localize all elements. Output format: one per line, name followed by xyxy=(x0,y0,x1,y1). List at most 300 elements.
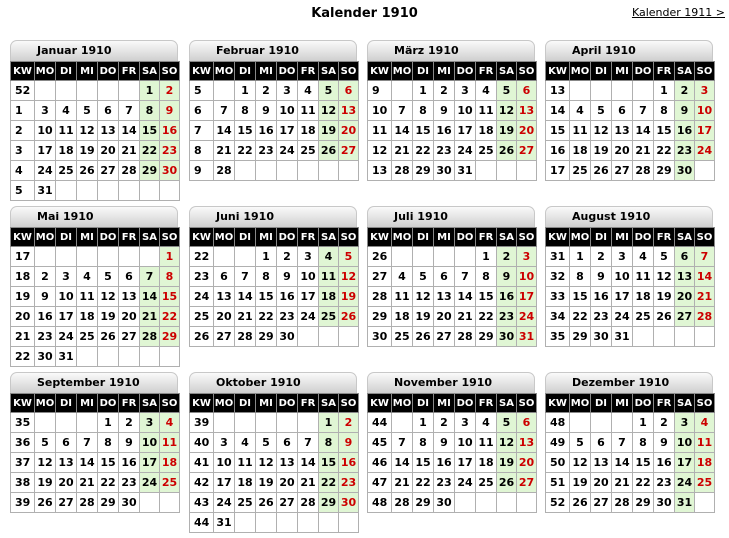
sunday-cell[interactable]: 3 xyxy=(517,247,537,267)
day-cell[interactable]: 16 xyxy=(591,287,612,307)
sunday-cell[interactable]: 16 xyxy=(339,453,359,473)
day-cell[interactable]: 24 xyxy=(35,161,56,181)
sunday-cell[interactable]: 11 xyxy=(695,433,715,453)
day-cell[interactable]: 12 xyxy=(35,453,56,473)
sunday-cell[interactable]: 1 xyxy=(160,247,180,267)
day-cell[interactable]: 12 xyxy=(98,287,119,307)
day-cell[interactable]: 30 xyxy=(434,161,455,181)
saturday-cell[interactable]: 31 xyxy=(675,493,695,513)
day-cell[interactable]: 8 xyxy=(256,267,277,287)
day-cell[interactable]: 23 xyxy=(434,473,455,493)
day-cell[interactable]: 2 xyxy=(256,81,277,101)
day-cell[interactable]: 4 xyxy=(476,413,497,433)
day-cell[interactable]: 8 xyxy=(476,267,497,287)
day-cell[interactable]: 9 xyxy=(654,433,675,453)
day-cell[interactable]: 19 xyxy=(98,307,119,327)
day-cell[interactable]: 6 xyxy=(434,267,455,287)
day-cell[interactable]: 14 xyxy=(392,453,413,473)
day-cell[interactable]: 7 xyxy=(633,101,654,121)
day-cell[interactable]: 11 xyxy=(392,287,413,307)
day-cell[interactable]: 4 xyxy=(570,101,591,121)
day-cell[interactable]: 1 xyxy=(633,413,654,433)
day-cell[interactable]: 14 xyxy=(633,121,654,141)
day-cell[interactable]: 3 xyxy=(56,267,77,287)
sunday-cell[interactable]: 9 xyxy=(160,101,180,121)
day-cell[interactable]: 20 xyxy=(98,141,119,161)
day-cell[interactable]: 31 xyxy=(35,181,56,201)
day-cell[interactable]: 3 xyxy=(455,413,476,433)
day-cell[interactable]: 23 xyxy=(654,473,675,493)
day-cell[interactable]: 21 xyxy=(633,141,654,161)
day-cell[interactable]: 4 xyxy=(77,267,98,287)
sunday-cell[interactable]: 2 xyxy=(160,81,180,101)
saturday-cell[interactable]: 11 xyxy=(319,267,339,287)
day-cell[interactable]: 20 xyxy=(591,473,612,493)
saturday-cell[interactable]: 9 xyxy=(675,101,695,121)
day-cell[interactable]: 15 xyxy=(256,287,277,307)
day-cell[interactable]: 21 xyxy=(392,141,413,161)
day-cell[interactable]: 27 xyxy=(612,161,633,181)
sunday-cell[interactable]: 25 xyxy=(160,473,180,493)
day-cell[interactable]: 3 xyxy=(455,81,476,101)
day-cell[interactable]: 3 xyxy=(277,81,298,101)
day-cell[interactable]: 2 xyxy=(277,247,298,267)
sunday-cell[interactable]: 4 xyxy=(695,413,715,433)
day-cell[interactable]: 19 xyxy=(413,307,434,327)
saturday-cell[interactable]: 8 xyxy=(140,101,160,121)
day-cell[interactable]: 2 xyxy=(434,413,455,433)
day-cell[interactable]: 19 xyxy=(256,473,277,493)
day-cell[interactable]: 30 xyxy=(277,327,298,347)
day-cell[interactable]: 11 xyxy=(570,121,591,141)
day-cell[interactable]: 30 xyxy=(654,493,675,513)
day-cell[interactable]: 11 xyxy=(235,453,256,473)
day-cell[interactable]: 14 xyxy=(214,121,235,141)
day-cell[interactable]: 13 xyxy=(277,453,298,473)
day-cell[interactable]: 9 xyxy=(434,101,455,121)
day-cell[interactable]: 16 xyxy=(434,453,455,473)
day-cell[interactable]: 5 xyxy=(413,267,434,287)
day-cell[interactable]: 8 xyxy=(570,267,591,287)
day-cell[interactable]: 26 xyxy=(654,307,675,327)
day-cell[interactable]: 11 xyxy=(56,121,77,141)
sunday-cell[interactable]: 22 xyxy=(160,307,180,327)
saturday-cell[interactable]: 12 xyxy=(319,101,339,121)
sunday-cell[interactable]: 24 xyxy=(517,307,537,327)
day-cell[interactable]: 13 xyxy=(214,287,235,307)
day-cell[interactable]: 21 xyxy=(119,141,140,161)
day-cell[interactable]: 2 xyxy=(35,267,56,287)
day-cell[interactable]: 6 xyxy=(119,267,140,287)
day-cell[interactable]: 14 xyxy=(392,121,413,141)
saturday-cell[interactable]: 1 xyxy=(319,413,339,433)
day-cell[interactable]: 18 xyxy=(235,473,256,493)
day-cell[interactable]: 26 xyxy=(256,493,277,513)
saturday-cell[interactable]: 19 xyxy=(497,453,517,473)
day-cell[interactable]: 28 xyxy=(612,493,633,513)
saturday-cell[interactable]: 20 xyxy=(675,287,695,307)
day-cell[interactable]: 10 xyxy=(612,267,633,287)
day-cell[interactable]: 7 xyxy=(455,267,476,287)
day-cell[interactable]: 25 xyxy=(298,141,319,161)
day-cell[interactable]: 27 xyxy=(98,161,119,181)
sunday-cell[interactable]: 31 xyxy=(517,327,537,347)
saturday-cell[interactable]: 12 xyxy=(497,101,517,121)
day-cell[interactable]: 6 xyxy=(214,267,235,287)
day-cell[interactable]: 21 xyxy=(214,141,235,161)
sunday-cell[interactable]: 4 xyxy=(160,413,180,433)
sunday-cell[interactable]: 8 xyxy=(160,267,180,287)
saturday-cell[interactable]: 14 xyxy=(140,287,160,307)
day-cell[interactable]: 13 xyxy=(612,121,633,141)
day-cell[interactable]: 29 xyxy=(654,161,675,181)
sunday-cell[interactable]: 6 xyxy=(339,81,359,101)
day-cell[interactable]: 17 xyxy=(612,287,633,307)
day-cell[interactable]: 5 xyxy=(35,433,56,453)
sunday-cell[interactable]: 18 xyxy=(695,453,715,473)
day-cell[interactable]: 19 xyxy=(35,473,56,493)
day-cell[interactable]: 19 xyxy=(77,141,98,161)
sunday-cell[interactable]: 13 xyxy=(339,101,359,121)
day-cell[interactable]: 26 xyxy=(570,493,591,513)
day-cell[interactable]: 26 xyxy=(77,161,98,181)
day-cell[interactable]: 29 xyxy=(413,161,434,181)
day-cell[interactable]: 25 xyxy=(235,493,256,513)
day-cell[interactable]: 25 xyxy=(77,327,98,347)
day-cell[interactable]: 22 xyxy=(413,141,434,161)
day-cell[interactable]: 15 xyxy=(98,453,119,473)
day-cell[interactable]: 12 xyxy=(256,453,277,473)
day-cell[interactable]: 5 xyxy=(654,247,675,267)
day-cell[interactable]: 12 xyxy=(77,121,98,141)
day-cell[interactable]: 6 xyxy=(591,433,612,453)
day-cell[interactable]: 13 xyxy=(434,287,455,307)
saturday-cell[interactable]: 8 xyxy=(319,433,339,453)
day-cell[interactable]: 23 xyxy=(277,307,298,327)
sunday-cell[interactable]: 12 xyxy=(339,267,359,287)
saturday-cell[interactable]: 3 xyxy=(140,413,160,433)
day-cell[interactable]: 26 xyxy=(35,493,56,513)
saturday-cell[interactable]: 19 xyxy=(497,121,517,141)
day-cell[interactable]: 29 xyxy=(570,327,591,347)
day-cell[interactable]: 3 xyxy=(298,247,319,267)
day-cell[interactable]: 3 xyxy=(35,101,56,121)
sunday-cell[interactable]: 19 xyxy=(339,287,359,307)
day-cell[interactable]: 19 xyxy=(654,287,675,307)
day-cell[interactable]: 17 xyxy=(214,473,235,493)
saturday-cell[interactable]: 24 xyxy=(140,473,160,493)
day-cell[interactable]: 6 xyxy=(612,101,633,121)
sunday-cell[interactable]: 13 xyxy=(517,101,537,121)
day-cell[interactable]: 1 xyxy=(413,413,434,433)
day-cell[interactable]: 27 xyxy=(56,493,77,513)
day-cell[interactable]: 2 xyxy=(591,247,612,267)
day-cell[interactable]: 19 xyxy=(570,473,591,493)
day-cell[interactable]: 25 xyxy=(56,161,77,181)
day-cell[interactable]: 14 xyxy=(119,121,140,141)
day-cell[interactable]: 3 xyxy=(612,247,633,267)
day-cell[interactable]: 17 xyxy=(455,121,476,141)
saturday-cell[interactable]: 26 xyxy=(319,141,339,161)
day-cell[interactable]: 22 xyxy=(633,473,654,493)
day-cell[interactable]: 30 xyxy=(35,347,56,367)
day-cell[interactable]: 28 xyxy=(235,327,256,347)
day-cell[interactable]: 13 xyxy=(591,453,612,473)
day-cell[interactable]: 14 xyxy=(612,453,633,473)
day-cell[interactable]: 24 xyxy=(455,473,476,493)
day-cell[interactable]: 7 xyxy=(612,433,633,453)
day-cell[interactable]: 17 xyxy=(277,121,298,141)
day-cell[interactable]: 15 xyxy=(235,121,256,141)
day-cell[interactable]: 12 xyxy=(570,453,591,473)
sunday-cell[interactable]: 27 xyxy=(517,141,537,161)
saturday-cell[interactable]: 13 xyxy=(675,267,695,287)
day-cell[interactable]: 19 xyxy=(591,141,612,161)
day-cell[interactable]: 26 xyxy=(98,327,119,347)
sunday-cell[interactable]: 10 xyxy=(695,101,715,121)
day-cell[interactable]: 24 xyxy=(56,327,77,347)
day-cell[interactable]: 2 xyxy=(119,413,140,433)
day-cell[interactable]: 21 xyxy=(235,307,256,327)
day-cell[interactable]: 27 xyxy=(434,327,455,347)
day-cell[interactable]: 9 xyxy=(434,433,455,453)
day-cell[interactable]: 26 xyxy=(591,161,612,181)
day-cell[interactable]: 5 xyxy=(77,101,98,121)
day-cell[interactable]: 12 xyxy=(413,287,434,307)
sunday-cell[interactable]: 5 xyxy=(339,247,359,267)
day-cell[interactable]: 6 xyxy=(56,433,77,453)
day-cell[interactable]: 27 xyxy=(119,327,140,347)
day-cell[interactable]: 18 xyxy=(56,141,77,161)
day-cell[interactable]: 23 xyxy=(591,307,612,327)
day-cell[interactable]: 8 xyxy=(235,101,256,121)
sunday-cell[interactable]: 20 xyxy=(517,121,537,141)
sunday-cell[interactable]: 17 xyxy=(695,121,715,141)
day-cell[interactable]: 22 xyxy=(476,307,497,327)
day-cell[interactable]: 30 xyxy=(119,493,140,513)
saturday-cell[interactable]: 15 xyxy=(319,453,339,473)
saturday-cell[interactable]: 10 xyxy=(140,433,160,453)
day-cell[interactable]: 10 xyxy=(56,287,77,307)
sunday-cell[interactable]: 18 xyxy=(160,453,180,473)
sunday-cell[interactable]: 27 xyxy=(339,141,359,161)
day-cell[interactable]: 20 xyxy=(612,141,633,161)
sunday-cell[interactable]: 27 xyxy=(517,473,537,493)
sunday-cell[interactable]: 20 xyxy=(517,453,537,473)
day-cell[interactable]: 21 xyxy=(77,473,98,493)
day-cell[interactable]: 6 xyxy=(98,101,119,121)
day-cell[interactable]: 10 xyxy=(35,121,56,141)
saturday-cell[interactable]: 17 xyxy=(140,453,160,473)
day-cell[interactable]: 18 xyxy=(298,121,319,141)
day-cell[interactable]: 11 xyxy=(476,101,497,121)
day-cell[interactable]: 17 xyxy=(56,307,77,327)
saturday-cell[interactable]: 21 xyxy=(140,307,160,327)
day-cell[interactable]: 10 xyxy=(455,433,476,453)
day-cell[interactable]: 18 xyxy=(77,307,98,327)
day-cell[interactable]: 14 xyxy=(77,453,98,473)
day-cell[interactable]: 30 xyxy=(591,327,612,347)
day-cell[interactable]: 28 xyxy=(633,161,654,181)
day-cell[interactable]: 16 xyxy=(434,121,455,141)
day-cell[interactable]: 2 xyxy=(654,413,675,433)
day-cell[interactable]: 8 xyxy=(633,433,654,453)
day-cell[interactable]: 23 xyxy=(119,473,140,493)
day-cell[interactable]: 5 xyxy=(256,433,277,453)
day-cell[interactable]: 21 xyxy=(455,307,476,327)
day-cell[interactable]: 24 xyxy=(612,307,633,327)
saturday-cell[interactable]: 17 xyxy=(675,453,695,473)
sunday-cell[interactable]: 10 xyxy=(517,267,537,287)
day-cell[interactable]: 1 xyxy=(235,81,256,101)
sunday-cell[interactable]: 3 xyxy=(695,81,715,101)
day-cell[interactable]: 18 xyxy=(633,287,654,307)
day-cell[interactable]: 27 xyxy=(214,327,235,347)
day-cell[interactable]: 18 xyxy=(570,141,591,161)
day-cell[interactable]: 1 xyxy=(413,81,434,101)
sunday-cell[interactable]: 6 xyxy=(517,81,537,101)
day-cell[interactable]: 16 xyxy=(119,453,140,473)
sunday-cell[interactable]: 21 xyxy=(695,287,715,307)
day-cell[interactable]: 11 xyxy=(77,287,98,307)
sunday-cell[interactable]: 9 xyxy=(339,433,359,453)
day-cell[interactable]: 28 xyxy=(77,493,98,513)
sunday-cell[interactable]: 25 xyxy=(695,473,715,493)
day-cell[interactable]: 31 xyxy=(56,347,77,367)
day-cell[interactable]: 9 xyxy=(277,267,298,287)
day-cell[interactable]: 29 xyxy=(476,327,497,347)
day-cell[interactable]: 23 xyxy=(434,141,455,161)
day-cell[interactable]: 10 xyxy=(455,101,476,121)
day-cell[interactable]: 22 xyxy=(413,473,434,493)
sunday-cell[interactable]: 30 xyxy=(339,493,359,513)
saturday-cell[interactable]: 28 xyxy=(140,327,160,347)
day-cell[interactable]: 4 xyxy=(476,81,497,101)
day-cell[interactable]: 20 xyxy=(56,473,77,493)
day-cell[interactable]: 22 xyxy=(654,141,675,161)
day-cell[interactable]: 6 xyxy=(277,433,298,453)
day-cell[interactable]: 24 xyxy=(277,141,298,161)
sunday-cell[interactable]: 15 xyxy=(160,287,180,307)
day-cell[interactable]: 13 xyxy=(119,287,140,307)
day-cell[interactable]: 30 xyxy=(434,493,455,513)
saturday-cell[interactable]: 25 xyxy=(319,307,339,327)
sunday-cell[interactable]: 30 xyxy=(160,161,180,181)
day-cell[interactable]: 22 xyxy=(570,307,591,327)
day-cell[interactable]: 1 xyxy=(98,413,119,433)
saturday-cell[interactable]: 5 xyxy=(497,413,517,433)
day-cell[interactable]: 7 xyxy=(298,433,319,453)
day-cell[interactable]: 11 xyxy=(476,433,497,453)
day-cell[interactable]: 16 xyxy=(277,287,298,307)
saturday-cell[interactable]: 2 xyxy=(675,81,695,101)
day-cell[interactable]: 25 xyxy=(392,327,413,347)
saturday-cell[interactable]: 12 xyxy=(497,433,517,453)
sunday-cell[interactable]: 17 xyxy=(517,287,537,307)
saturday-cell[interactable]: 26 xyxy=(497,473,517,493)
saturday-cell[interactable]: 1 xyxy=(140,81,160,101)
day-cell[interactable]: 5 xyxy=(591,101,612,121)
day-cell[interactable]: 18 xyxy=(392,307,413,327)
day-cell[interactable]: 4 xyxy=(235,433,256,453)
day-cell[interactable]: 31 xyxy=(214,513,235,533)
day-cell[interactable]: 16 xyxy=(654,453,675,473)
sunday-cell[interactable]: 16 xyxy=(160,121,180,141)
day-cell[interactable]: 22 xyxy=(256,307,277,327)
day-cell[interactable]: 15 xyxy=(413,453,434,473)
day-cell[interactable]: 29 xyxy=(413,493,434,513)
day-cell[interactable]: 15 xyxy=(654,121,675,141)
sunday-cell[interactable]: 24 xyxy=(695,141,715,161)
day-cell[interactable]: 13 xyxy=(56,453,77,473)
saturday-cell[interactable]: 6 xyxy=(675,247,695,267)
day-cell[interactable]: 28 xyxy=(119,161,140,181)
day-cell[interactable]: 17 xyxy=(298,287,319,307)
sunday-cell[interactable]: 20 xyxy=(339,121,359,141)
day-cell[interactable]: 9 xyxy=(119,433,140,453)
day-cell[interactable]: 14 xyxy=(455,287,476,307)
day-cell[interactable]: 16 xyxy=(256,121,277,141)
day-cell[interactable]: 10 xyxy=(277,101,298,121)
day-cell[interactable]: 20 xyxy=(277,473,298,493)
day-cell[interactable]: 26 xyxy=(413,327,434,347)
saturday-cell[interactable]: 29 xyxy=(319,493,339,513)
day-cell[interactable]: 25 xyxy=(633,307,654,327)
day-cell[interactable]: 25 xyxy=(476,141,497,161)
day-cell[interactable]: 4 xyxy=(56,101,77,121)
day-cell[interactable]: 1 xyxy=(654,81,675,101)
day-cell[interactable]: 18 xyxy=(476,453,497,473)
day-cell[interactable]: 28 xyxy=(214,161,235,181)
saturday-cell[interactable]: 22 xyxy=(140,141,160,161)
day-cell[interactable]: 21 xyxy=(298,473,319,493)
day-cell[interactable]: 18 xyxy=(476,121,497,141)
saturday-cell[interactable]: 5 xyxy=(319,81,339,101)
saturday-cell[interactable]: 23 xyxy=(497,307,517,327)
day-cell[interactable]: 24 xyxy=(455,141,476,161)
saturday-cell[interactable]: 26 xyxy=(497,141,517,161)
day-cell[interactable]: 15 xyxy=(570,287,591,307)
saturday-cell[interactable]: 24 xyxy=(675,473,695,493)
sunday-cell[interactable]: 29 xyxy=(160,327,180,347)
day-cell[interactable]: 5 xyxy=(98,267,119,287)
day-cell[interactable]: 8 xyxy=(413,101,434,121)
day-cell[interactable]: 11 xyxy=(298,101,319,121)
next-year-link[interactable]: Kalender 1911 > xyxy=(631,6,725,19)
day-cell[interactable]: 15 xyxy=(633,453,654,473)
day-cell[interactable]: 10 xyxy=(298,267,319,287)
day-cell[interactable]: 15 xyxy=(476,287,497,307)
saturday-cell[interactable]: 16 xyxy=(675,121,695,141)
day-cell[interactable]: 31 xyxy=(455,161,476,181)
day-cell[interactable]: 7 xyxy=(392,433,413,453)
day-cell[interactable]: 8 xyxy=(98,433,119,453)
day-cell[interactable]: 22 xyxy=(235,141,256,161)
day-cell[interactable]: 3 xyxy=(214,433,235,453)
saturday-cell[interactable]: 30 xyxy=(675,161,695,181)
saturday-cell[interactable]: 9 xyxy=(497,267,517,287)
day-cell[interactable]: 5 xyxy=(570,433,591,453)
day-cell[interactable]: 13 xyxy=(98,121,119,141)
day-cell[interactable]: 24 xyxy=(298,307,319,327)
saturday-cell[interactable]: 27 xyxy=(675,307,695,327)
day-cell[interactable]: 29 xyxy=(633,493,654,513)
day-cell[interactable]: 31 xyxy=(612,327,633,347)
sunday-cell[interactable]: 14 xyxy=(695,267,715,287)
day-cell[interactable]: 2 xyxy=(434,81,455,101)
day-cell[interactable]: 4 xyxy=(298,81,319,101)
day-cell[interactable]: 25 xyxy=(476,473,497,493)
